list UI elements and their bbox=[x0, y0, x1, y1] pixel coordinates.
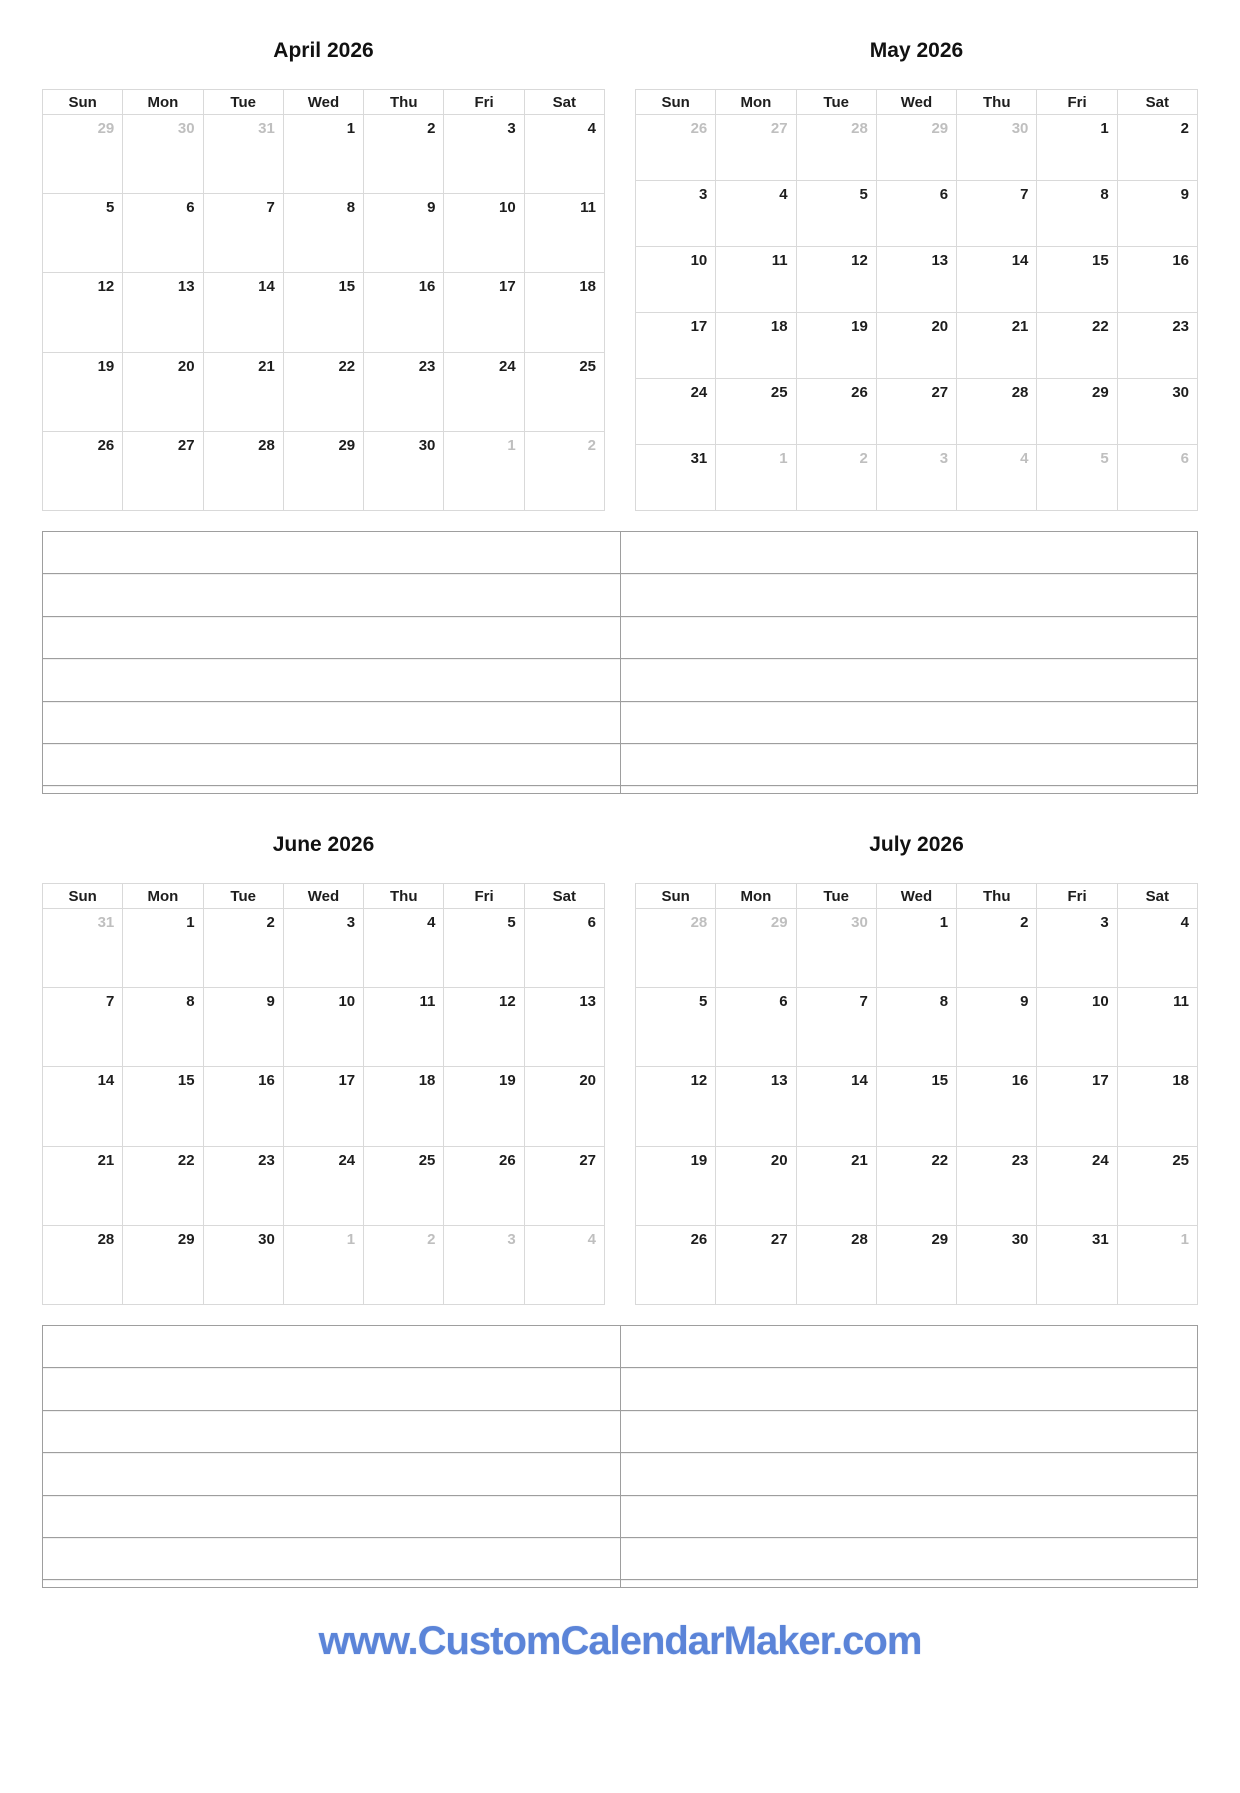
day-cell-adjacent-month: 26 bbox=[636, 115, 716, 181]
note-line bbox=[621, 1326, 1198, 1368]
day-cell-adjacent-month: 5 bbox=[1037, 445, 1117, 511]
week-row bbox=[43, 909, 605, 988]
day-cell: 11 bbox=[524, 194, 604, 273]
day-cell: 7 bbox=[796, 988, 876, 1067]
notes-box-top bbox=[42, 531, 1198, 794]
day-cell: 15 bbox=[123, 1067, 203, 1146]
day-cell: 26 bbox=[796, 379, 876, 445]
weekday-header-row bbox=[43, 884, 605, 909]
day-cell: 4 bbox=[364, 909, 444, 988]
day-cell: 27 bbox=[716, 1225, 796, 1304]
day-cell-adjacent-month: 29 bbox=[716, 909, 796, 988]
day-cell-adjacent-month: 2 bbox=[364, 1225, 444, 1304]
day-cell: 28 bbox=[796, 1225, 876, 1304]
day-cell: 3 bbox=[1037, 909, 1117, 988]
weekday-header-thu: Thu bbox=[957, 90, 1037, 115]
day-cell: 18 bbox=[524, 273, 604, 352]
day-cell: 29 bbox=[1037, 379, 1117, 445]
day-cell: 12 bbox=[444, 988, 524, 1067]
day-cell-adjacent-month: 6 bbox=[1117, 445, 1197, 511]
weekday-header-wed: Wed bbox=[876, 884, 956, 909]
note-line bbox=[621, 1580, 1198, 1587]
day-cell: 29 bbox=[283, 431, 363, 510]
day-cell: 15 bbox=[876, 1067, 956, 1146]
note-line bbox=[43, 1453, 620, 1495]
day-cell: 2 bbox=[957, 909, 1037, 988]
day-cell: 25 bbox=[524, 352, 604, 431]
calendar-table-april bbox=[42, 89, 605, 511]
week-row bbox=[43, 988, 605, 1067]
month-title-may: May 2026 bbox=[869, 39, 964, 62]
day-cell: 10 bbox=[283, 988, 363, 1067]
weekday-header-row bbox=[43, 90, 605, 115]
day-cell: 2 bbox=[1117, 115, 1197, 181]
day-cell: 6 bbox=[876, 181, 956, 247]
day-cell-adjacent-month: 29 bbox=[43, 115, 123, 194]
day-cell: 11 bbox=[716, 247, 796, 313]
day-cell: 16 bbox=[1117, 247, 1197, 313]
day-cell: 25 bbox=[364, 1146, 444, 1225]
week-row bbox=[43, 352, 605, 431]
day-cell: 5 bbox=[796, 181, 876, 247]
month-title-june: June 2026 bbox=[272, 833, 375, 856]
weekday-header-row bbox=[636, 90, 1198, 115]
day-cell: 20 bbox=[876, 313, 956, 379]
day-cell: 10 bbox=[1037, 988, 1117, 1067]
weekday-header-wed: Wed bbox=[283, 884, 363, 909]
day-cell: 3 bbox=[444, 115, 524, 194]
footer bbox=[42, 1617, 1198, 1665]
day-cell-adjacent-month: 28 bbox=[796, 115, 876, 181]
weekday-header-tue: Tue bbox=[796, 884, 876, 909]
week-row bbox=[636, 988, 1198, 1067]
week-row bbox=[636, 115, 1198, 181]
day-cell: 20 bbox=[123, 352, 203, 431]
notes-column bbox=[621, 1326, 1198, 1587]
day-cell: 6 bbox=[123, 194, 203, 273]
day-cell: 6 bbox=[716, 988, 796, 1067]
weekday-header-mon: Mon bbox=[123, 884, 203, 909]
day-cell: 5 bbox=[43, 194, 123, 273]
week-row bbox=[43, 273, 605, 352]
day-cell: 17 bbox=[283, 1067, 363, 1146]
note-line bbox=[43, 1326, 620, 1368]
week-row bbox=[636, 445, 1198, 511]
day-cell: 23 bbox=[1117, 313, 1197, 379]
day-cell: 4 bbox=[1117, 909, 1197, 988]
day-cell: 30 bbox=[1117, 379, 1197, 445]
day-cell: 28 bbox=[957, 379, 1037, 445]
note-line bbox=[43, 1496, 620, 1538]
month-title-july: July 2026 bbox=[869, 833, 964, 856]
day-cell-adjacent-month: 30 bbox=[957, 115, 1037, 181]
weekday-header-sat: Sat bbox=[1117, 884, 1197, 909]
day-cell: 2 bbox=[364, 115, 444, 194]
day-cell: 23 bbox=[364, 352, 444, 431]
day-cell: 30 bbox=[364, 431, 444, 510]
day-cell: 14 bbox=[43, 1067, 123, 1146]
note-line bbox=[621, 744, 1198, 786]
day-cell: 13 bbox=[524, 988, 604, 1067]
day-cell: 14 bbox=[203, 273, 283, 352]
note-line bbox=[43, 702, 620, 744]
weekday-header-fri: Fri bbox=[1037, 884, 1117, 909]
weekday-header-sat: Sat bbox=[524, 884, 604, 909]
note-line bbox=[621, 532, 1198, 574]
day-cell: 29 bbox=[876, 1225, 956, 1304]
notes-column bbox=[43, 1326, 621, 1587]
day-cell: 6 bbox=[524, 909, 604, 988]
week-row bbox=[636, 313, 1198, 379]
weekday-header-sun: Sun bbox=[636, 90, 716, 115]
weekday-header-row bbox=[636, 884, 1198, 909]
week-row bbox=[636, 1146, 1198, 1225]
day-cell: 25 bbox=[1117, 1146, 1197, 1225]
month-title-april: April 2026 bbox=[273, 39, 374, 62]
day-cell: 17 bbox=[1037, 1067, 1117, 1146]
day-cell: 8 bbox=[283, 194, 363, 273]
day-cell: 24 bbox=[444, 352, 524, 431]
day-cell: 3 bbox=[283, 909, 363, 988]
day-cell: 13 bbox=[716, 1067, 796, 1146]
day-cell: 19 bbox=[636, 1146, 716, 1225]
day-cell-adjacent-month: 1 bbox=[444, 431, 524, 510]
day-cell: 19 bbox=[444, 1067, 524, 1146]
day-cell: 31 bbox=[1037, 1225, 1117, 1304]
weekday-header-thu: Thu bbox=[364, 884, 444, 909]
weekday-header-thu: Thu bbox=[957, 884, 1037, 909]
note-line bbox=[621, 574, 1198, 616]
day-cell: 7 bbox=[957, 181, 1037, 247]
calendar-table-july bbox=[635, 883, 1198, 1305]
note-line bbox=[43, 786, 620, 793]
note-line bbox=[621, 659, 1198, 701]
day-cell-adjacent-month: 31 bbox=[203, 115, 283, 194]
day-cell: 18 bbox=[364, 1067, 444, 1146]
day-cell: 9 bbox=[1117, 181, 1197, 247]
footer-watermark-link[interactable]: www.CustomCalendarMaker.com bbox=[318, 1618, 922, 1663]
day-cell-adjacent-month: 4 bbox=[957, 445, 1037, 511]
note-line bbox=[43, 659, 620, 701]
day-cell: 11 bbox=[364, 988, 444, 1067]
day-cell: 12 bbox=[796, 247, 876, 313]
weekday-header-thu: Thu bbox=[364, 90, 444, 115]
day-cell: 19 bbox=[43, 352, 123, 431]
day-cell: 23 bbox=[957, 1146, 1037, 1225]
day-cell: 9 bbox=[957, 988, 1037, 1067]
day-cell: 17 bbox=[444, 273, 524, 352]
section-april-may bbox=[42, 38, 1198, 794]
week-row bbox=[43, 115, 605, 194]
day-cell: 26 bbox=[444, 1146, 524, 1225]
day-cell: 24 bbox=[283, 1146, 363, 1225]
note-line bbox=[621, 786, 1198, 793]
day-cell-adjacent-month: 29 bbox=[876, 115, 956, 181]
day-cell: 21 bbox=[203, 352, 283, 431]
calendar-table-may bbox=[635, 89, 1198, 511]
weekday-header-sat: Sat bbox=[1117, 90, 1197, 115]
day-cell: 21 bbox=[43, 1146, 123, 1225]
day-cell: 1 bbox=[876, 909, 956, 988]
weekday-header-wed: Wed bbox=[876, 90, 956, 115]
weekday-header-fri: Fri bbox=[444, 90, 524, 115]
day-cell-adjacent-month: 2 bbox=[796, 445, 876, 511]
notes-box-bottom bbox=[42, 1325, 1198, 1588]
week-row bbox=[636, 247, 1198, 313]
day-cell-adjacent-month: 27 bbox=[716, 115, 796, 181]
note-line bbox=[43, 1368, 620, 1410]
day-cell: 12 bbox=[43, 273, 123, 352]
day-cell: 23 bbox=[203, 1146, 283, 1225]
calendar-table-june bbox=[42, 883, 605, 1305]
day-cell: 26 bbox=[43, 431, 123, 510]
note-line bbox=[621, 702, 1198, 744]
week-row bbox=[636, 1225, 1198, 1304]
day-cell: 7 bbox=[43, 988, 123, 1067]
day-cell-adjacent-month: 3 bbox=[876, 445, 956, 511]
day-cell: 20 bbox=[524, 1067, 604, 1146]
day-cell-adjacent-month: 3 bbox=[444, 1225, 524, 1304]
week-row bbox=[43, 1067, 605, 1146]
section-june-july bbox=[42, 832, 1198, 1588]
week-row bbox=[636, 181, 1198, 247]
day-cell: 5 bbox=[444, 909, 524, 988]
weekday-header-tue: Tue bbox=[203, 884, 283, 909]
note-line bbox=[621, 1538, 1198, 1580]
day-cell: 19 bbox=[796, 313, 876, 379]
day-cell: 2 bbox=[203, 909, 283, 988]
month-block-june bbox=[42, 832, 605, 1305]
day-cell: 16 bbox=[957, 1067, 1037, 1146]
day-cell: 28 bbox=[203, 431, 283, 510]
note-line bbox=[621, 617, 1198, 659]
notes-column bbox=[43, 532, 621, 793]
day-cell-adjacent-month: 4 bbox=[524, 1225, 604, 1304]
day-cell: 22 bbox=[123, 1146, 203, 1225]
day-cell: 9 bbox=[203, 988, 283, 1067]
notes-column bbox=[621, 532, 1198, 793]
note-line bbox=[43, 532, 620, 574]
weekday-header-mon: Mon bbox=[716, 884, 796, 909]
weekday-header-fri: Fri bbox=[1037, 90, 1117, 115]
weekday-header-mon: Mon bbox=[123, 90, 203, 115]
week-row bbox=[43, 1146, 605, 1225]
day-cell: 4 bbox=[716, 181, 796, 247]
weekday-header-fri: Fri bbox=[444, 884, 524, 909]
day-cell-adjacent-month: 30 bbox=[796, 909, 876, 988]
month-block-may bbox=[635, 38, 1198, 511]
note-line bbox=[43, 1580, 620, 1587]
day-cell: 22 bbox=[1037, 313, 1117, 379]
weekday-header-tue: Tue bbox=[796, 90, 876, 115]
note-line bbox=[43, 617, 620, 659]
weekday-header-sun: Sun bbox=[43, 884, 123, 909]
day-cell: 7 bbox=[203, 194, 283, 273]
note-line bbox=[43, 574, 620, 616]
weekday-header-mon: Mon bbox=[716, 90, 796, 115]
day-cell: 22 bbox=[283, 352, 363, 431]
week-row bbox=[636, 909, 1198, 988]
day-cell: 13 bbox=[123, 273, 203, 352]
note-line bbox=[621, 1496, 1198, 1538]
day-cell: 14 bbox=[957, 247, 1037, 313]
day-cell: 10 bbox=[444, 194, 524, 273]
day-cell: 1 bbox=[123, 909, 203, 988]
week-row bbox=[43, 431, 605, 510]
day-cell: 10 bbox=[636, 247, 716, 313]
day-cell: 8 bbox=[1037, 181, 1117, 247]
day-cell-adjacent-month: 1 bbox=[716, 445, 796, 511]
day-cell: 18 bbox=[716, 313, 796, 379]
day-cell: 25 bbox=[716, 379, 796, 445]
day-cell: 29 bbox=[123, 1225, 203, 1304]
day-cell: 8 bbox=[123, 988, 203, 1067]
day-cell: 11 bbox=[1117, 988, 1197, 1067]
day-cell: 22 bbox=[876, 1146, 956, 1225]
month-block-april bbox=[42, 38, 605, 511]
day-cell: 17 bbox=[636, 313, 716, 379]
day-cell-adjacent-month: 28 bbox=[636, 909, 716, 988]
note-line bbox=[43, 1411, 620, 1453]
day-cell-adjacent-month: 31 bbox=[43, 909, 123, 988]
day-cell: 24 bbox=[636, 379, 716, 445]
day-cell: 27 bbox=[876, 379, 956, 445]
day-cell: 24 bbox=[1037, 1146, 1117, 1225]
note-line bbox=[621, 1368, 1198, 1410]
day-cell: 14 bbox=[796, 1067, 876, 1146]
day-cell: 12 bbox=[636, 1067, 716, 1146]
day-cell-adjacent-month: 2 bbox=[524, 431, 604, 510]
day-cell-adjacent-month: 30 bbox=[123, 115, 203, 194]
note-line bbox=[43, 744, 620, 786]
day-cell: 15 bbox=[1037, 247, 1117, 313]
month-block-july bbox=[635, 832, 1198, 1305]
day-cell: 30 bbox=[957, 1225, 1037, 1304]
day-cell: 16 bbox=[203, 1067, 283, 1146]
day-cell: 18 bbox=[1117, 1067, 1197, 1146]
day-cell: 3 bbox=[636, 181, 716, 247]
day-cell: 4 bbox=[524, 115, 604, 194]
day-cell: 27 bbox=[123, 431, 203, 510]
day-cell: 30 bbox=[203, 1225, 283, 1304]
week-row bbox=[636, 379, 1198, 445]
day-cell: 26 bbox=[636, 1225, 716, 1304]
day-cell: 5 bbox=[636, 988, 716, 1067]
weekday-header-wed: Wed bbox=[283, 90, 363, 115]
day-cell: 20 bbox=[716, 1146, 796, 1225]
day-cell: 21 bbox=[796, 1146, 876, 1225]
day-cell: 13 bbox=[876, 247, 956, 313]
week-row bbox=[43, 1225, 605, 1304]
day-cell-adjacent-month: 1 bbox=[283, 1225, 363, 1304]
week-row bbox=[43, 194, 605, 273]
note-line bbox=[621, 1411, 1198, 1453]
day-cell: 27 bbox=[524, 1146, 604, 1225]
day-cell-adjacent-month: 1 bbox=[1117, 1225, 1197, 1304]
note-line bbox=[621, 1453, 1198, 1495]
day-cell: 8 bbox=[876, 988, 956, 1067]
weekday-header-sat: Sat bbox=[524, 90, 604, 115]
day-cell: 28 bbox=[43, 1225, 123, 1304]
note-line bbox=[43, 1538, 620, 1580]
weekday-header-tue: Tue bbox=[203, 90, 283, 115]
day-cell: 1 bbox=[1037, 115, 1117, 181]
day-cell: 16 bbox=[364, 273, 444, 352]
week-row bbox=[636, 1067, 1198, 1146]
day-cell: 9 bbox=[364, 194, 444, 273]
day-cell: 15 bbox=[283, 273, 363, 352]
calendar-page bbox=[0, 38, 1240, 1665]
weekday-header-sun: Sun bbox=[636, 884, 716, 909]
day-cell: 1 bbox=[283, 115, 363, 194]
day-cell: 21 bbox=[957, 313, 1037, 379]
weekday-header-sun: Sun bbox=[43, 90, 123, 115]
day-cell: 31 bbox=[636, 445, 716, 511]
